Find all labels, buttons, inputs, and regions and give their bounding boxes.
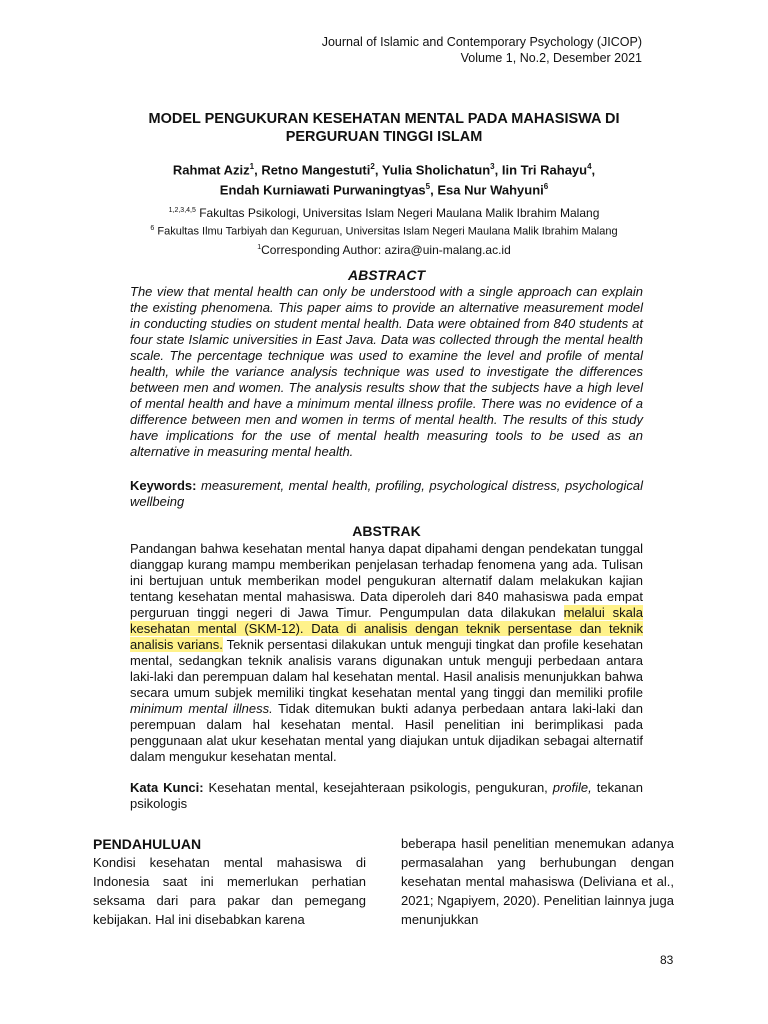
journal-header <box>322 34 642 66</box>
kata-kunci <box>130 780 643 812</box>
keywords-label: Keywords: <box>130 478 197 493</box>
abstrak-text <box>130 541 643 765</box>
author-sup: 3 <box>490 162 495 171</box>
intro-left-column <box>93 835 366 929</box>
author-sup: 5 <box>425 182 431 192</box>
journal-volume: Volume 1, No.2, Desember 2021 <box>460 51 642 65</box>
affiliation-2 <box>120 221 648 240</box>
title-line-2: PERGURUAN TINGGI ISLAM <box>285 129 483 145</box>
affiliation-text: Fakultas Psikologi, Universitas Islam Negeri Maulana Malik Ibrahim Malang <box>195 206 600 220</box>
keywords-text: measurement, mental health, profiling, psychological distress, psychological wellbeing <box>130 478 643 509</box>
affiliation-text: Fakultas Ilmu Tarbiyah dan Keguruan, Universitas Islam Negeri Maulana Malik Ibrahim Malang <box>154 225 618 238</box>
abstrak-part-1: Pandangan bahwa kesehatan mental hanya dapat dipahami dengan pendekatan tunggal dianggap kurang mampu memberikan penjelasan terhadap fenomena yang ada. Tulisan ini bertujuan untuk memberikan model pengukuran alternatif dalam melakukan kajian tentang kesehatan mental mahasiswa. Data diperoleh dari 840 mahasiswa pada empat perguruan tinggi negeri di Jawa Timur. Pengumpulan data dilakukan <box>130 541 643 620</box>
intro-heading: PENDAHULUAN <box>93 836 202 852</box>
author-name: , Iin Tri Rahayu <box>494 162 588 178</box>
corresponding-sup: 1 <box>257 243 262 251</box>
kata-kunci-text: Kesehatan mental, kesejahteraan psikologis, pengukuran, <box>203 780 553 795</box>
kata-kunci-text-2: tekanan psikologis <box>130 780 643 811</box>
author-name: , Esa Nur Wahyuni <box>430 182 544 198</box>
corresponding-text: Corresponding Author: azira@uin-malang.ac.id <box>261 242 511 257</box>
intro-right-text: beberapa hasil penelitian menemukan adanya permasalahan yang berhubungan dengan kesehatan mental mahasiswa (Deliviana et al., 2021; Ngapiyem, 2020). Penelitian lainnya juga menunjukkan <box>401 836 674 927</box>
corresponding-author <box>120 240 648 258</box>
page-number: 83 <box>660 953 674 967</box>
author-name: Rahmat Aziz <box>172 162 250 178</box>
kata-kunci-label: Kata Kunci: <box>130 780 204 795</box>
author-name: Endah Kurniawati Purwaningtyas <box>219 182 426 198</box>
author-line-1 <box>120 158 648 178</box>
affiliations <box>120 203 648 258</box>
abstract-text: The view that mental health can only be understood with a single approach can explain the existing phenomena. This paper aims to provide an alternative measurement model in conducting studies on student mental health. Data were obtained from 840 students at four state Islamic universities in East Java. Data was collected through the mental health scale. The percentage technique was used to examine the level and profile of mental health, while the variance analysis technique was used to investigate the differences between men and women. The analysis results show that the subjects have a high level of mental health and have a minimum mental illness profile. There was no evidence of a difference between men and women in terms of mental health. The results of this study have implications for the use of mental health measuring tools to be used as an alternative in measuring mental health. <box>130 284 643 459</box>
intro-left-text: Kondisi kesehatan mental mahasiswa di Indonesia saat ini memerlukan perhatian seksama dari para pakar dan pemegang kebijakan. Hal ini disebabkan karena <box>93 855 366 927</box>
title-line-1: MODEL PENGUKURAN KESEHATAN MENTAL PADA MAHASISWA DI <box>148 111 620 127</box>
author-sup: 2 <box>370 162 375 171</box>
journal-name: Journal of Islamic and Contemporary Psychology (JICOP) <box>321 35 642 49</box>
author-sup: 1 <box>249 162 255 171</box>
abstrak-heading: ABSTRAK <box>352 523 421 539</box>
author-sep: , <box>591 162 596 178</box>
author-list <box>120 158 648 199</box>
affiliation-1 <box>120 203 648 221</box>
paper-title <box>120 110 648 146</box>
affiliation-sup: 6 <box>150 225 155 232</box>
kata-kunci-italic: profile, <box>552 780 592 795</box>
author-sup: 4 <box>587 162 592 171</box>
highlighted-text: melalui skala kesehatan mental (SKM-12). Data di analisis dengan teknik persentase dan teknik analisis varians. <box>130 605 643 652</box>
author-name: , Yulia Sholichatun <box>374 162 491 178</box>
abstrak-italic: minimum mental illness. <box>130 701 273 716</box>
affiliation-sup: 1,2,3,4,5 <box>168 207 196 214</box>
abstract-heading: ABSTRACT <box>348 267 425 283</box>
intro-right-column <box>401 834 674 929</box>
author-name: , Retno Mangestuti <box>254 162 371 178</box>
abstrak-part-3: Tidak ditemukan bukti adanya perbedaan antara laki-laki dan perempuan dalam hal kesehatan mental. Hasil penelitian ini berimplikasi pada penggunaan alat ukur kesehatan mental yang diajukan untuk dijadikan sebagai alternatif dalam mengukur kesehatan mental. <box>130 701 644 764</box>
author-line-2 <box>120 178 648 198</box>
keywords <box>130 478 643 510</box>
author-sup: 6 <box>543 182 549 192</box>
abstrak-part-2: Teknik persentasi dilakukan untuk menguji tingkat dan profile kesehatan mental, sedangkan teknik analisis varans digunakan untuk menguji perbedaan antara laki-laki dan perempuan dalam hal kesehatan mental. Hasil analisis menunjukkan bahwa secara umum subjek memiliki tingkat kesehatan mental yang tinggi dan memiliki profile <box>130 637 643 700</box>
